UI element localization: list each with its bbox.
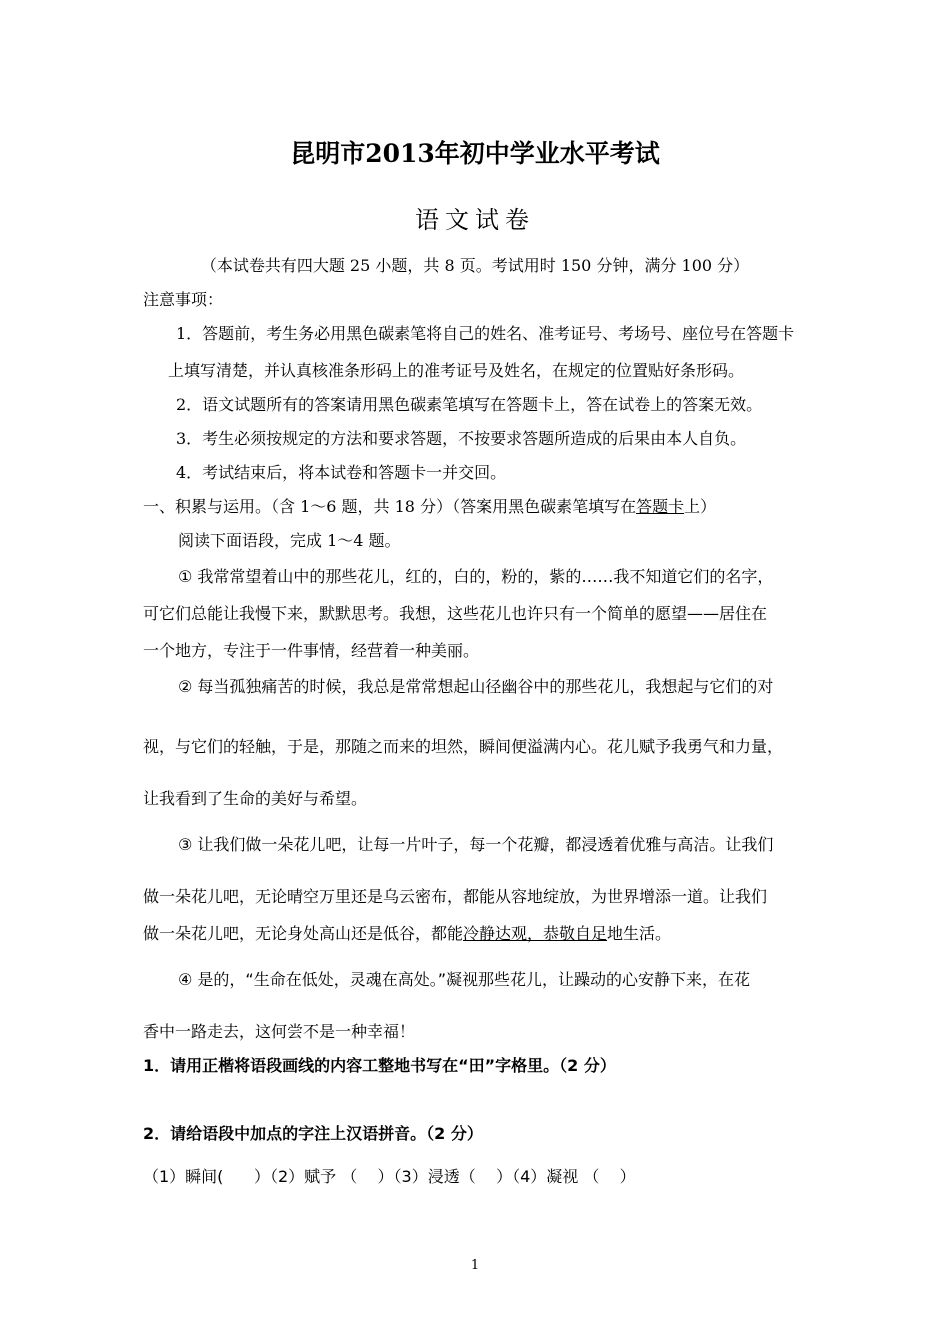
question-1: 1．请用正楷将语段画线的内容工整地书写在“田”字格里。（2 分）: [143, 1056, 616, 1075]
exam-subtitle: 语文试卷: [415, 206, 535, 234]
passage-p3-line-3: [143, 924, 671, 944]
exam-title: 昆明市2013年初中学业水平考试: [290, 139, 660, 168]
section-1-heading-post: 上）: [684, 497, 717, 516]
notice-heading: 注意事项：: [143, 290, 224, 309]
notice-item-4: 4．考试结束后，将本试卷和答题卡一并交回。: [176, 463, 507, 482]
page-number: 1: [470, 1258, 480, 1273]
notice-item-2: 2．语文试题所有的答案请用黑色碳素笔填写在答题卡上，答在试卷上的答案无效。: [176, 395, 763, 414]
notice-item-3: 3．考生必须按规定的方法和要求答题，不按要求答题所造成的后果由本人自负。: [176, 429, 747, 448]
exam-info: （本试卷共有四大题 25 小题，共 8 页。考试用时 150 分钟，满分 100 分）: [200, 256, 750, 275]
passage-p2-line-1: ② 每当孤独痛苦的时候，我总是常常想起山径幽谷中的那些花儿，我想起与它们的对: [178, 677, 774, 696]
passage-p1-line-1: ① 我常常望着山中的那些花儿，红的，白的，粉的，紫的……我不知道它们的名字，: [178, 567, 774, 586]
passage-p3-line-3-pre: 做一朵花儿吧，无论身处高山还是低谷，都能: [143, 924, 464, 943]
passage-p3-line-1: ③ 让我们做一朵花儿吧，让每一片叶子，每一个花瓣，都浸透着优雅与高洁。让我们: [178, 835, 774, 854]
passage-p4-line-2: 香中一路走去，这何尝不是一种幸福！: [143, 1022, 416, 1041]
passage-p1-line-3: 一个地方，专注于一件事情，经营着一种美丽。: [143, 641, 480, 660]
passage-underlined-phrase: 冷静达观，恭敬自足: [463, 924, 608, 943]
question-2: 2．请给语段中加点的字注上汉语拼音。（2 分）: [143, 1124, 483, 1143]
section-1-heading: [143, 497, 716, 517]
passage-p3-line-2: 做一朵花儿吧，无论晴空万里还是乌云密布，都能从容地绽放，为世界增添一道。让我们: [143, 887, 768, 906]
section-1-intro: 阅读下面语段，完成 1～4 题。: [178, 531, 401, 550]
passage-p3-line-3-post: 地生活。: [607, 924, 672, 943]
passage-p2-line-2: 视，与它们的轻触，于是，那随之而来的坦然，瞬间便溢满内心。花儿赋予我勇气和力量，: [143, 737, 784, 756]
question-2-items: （1）瞬间( ）（2）赋予 （ ）（3）浸透（ ）（4）凝视 （ ）: [143, 1167, 636, 1186]
notice-item-1-line-2: 上填写清楚，并认真核准条形码上的准考证号及姓名，在规定的位置贴好条形码。: [168, 361, 745, 380]
passage-p1-line-2: 可它们总能让我慢下来，默默思考。我想，这些花儿也许只有一个简单的愿望——居住在: [143, 604, 768, 623]
section-1-heading-pre: 一、积累与运用。（含 1～6 题，共 18 分）（答案用黑色碳素笔填写在: [143, 497, 637, 516]
section-1-heading-underlined: 答题卡: [636, 497, 685, 516]
passage-p4-line-1: ④ 是的，“生命在低处，灵魂在高处。”凝视那些花儿，让躁动的心安静下来，在花: [178, 970, 751, 989]
passage-p2-line-3: 让我看到了生命的美好与希望。: [143, 789, 368, 808]
notice-item-1-line-1: 1．答题前，考生务必用黑色碳素笔将自己的姓名、准考证号、考场号、座位号在答题卡: [176, 324, 795, 343]
